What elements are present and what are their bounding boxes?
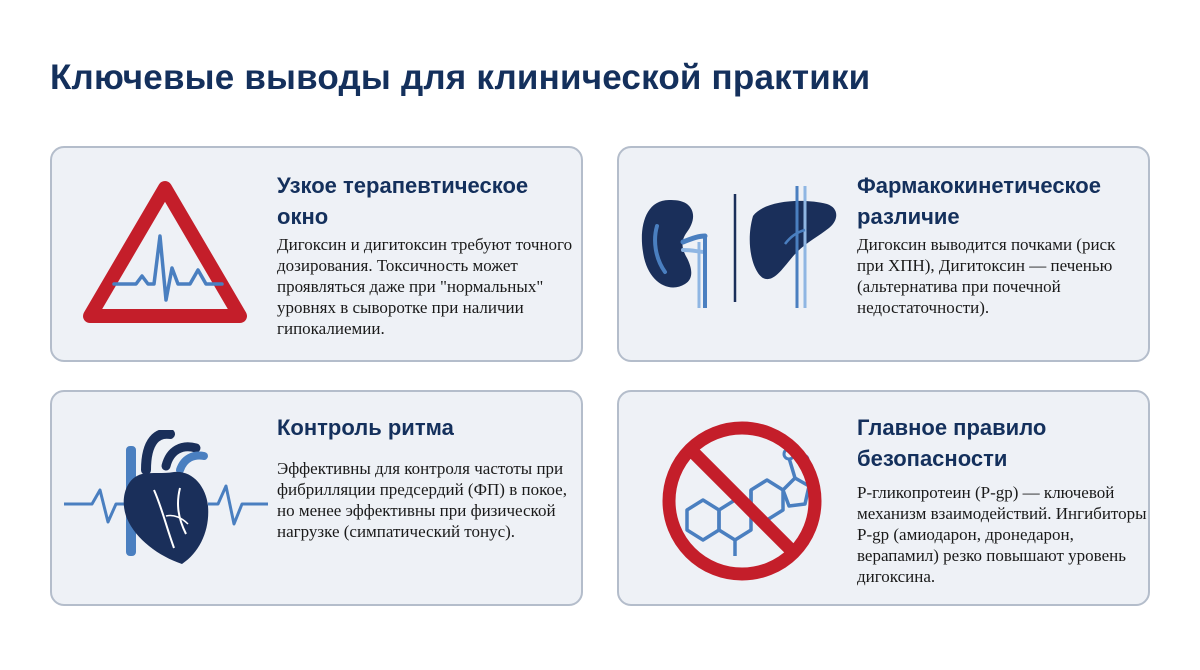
card-title: Контроль ритма [277,415,454,440]
card-rhythm-control [50,390,583,606]
page-title: Ключевые выводы для клинической практики [50,58,871,97]
card-body: P-гликопротеин (P-gp) — ключевой механизм взаимодействий. Ингибиторы P-gp (амиодарон, дронедарон, верапамил) резко повышают уровень дигоксина. [857,483,1147,586]
card-title: Узкое терапевтическое окно [277,173,529,229]
card-title: Фармакокинетическое различие [857,173,1101,229]
card-body: Дигоксин выводится почками (риск при ХПН), Дигитоксин — печенью (альтернатива при почечной недостаточности). [857,235,1116,317]
card-body: Эффективны для контроля частоты при фибрилляции предсердий (ФП) в покое, но менее эффективны при физической нагрузке (симпатический тонус). [277,459,567,541]
card-body: Дигоксин и дигитоксин требуют точного дозирования. Токсичность может проявляться даже при "нормальных" уровнях в сыворотке при наличии гипокалиемии. [277,235,573,338]
card-pharmacokinetic-difference [617,146,1150,362]
kidney-liver-icon [635,186,840,308]
card-title: Главное правило безопасности [857,415,1047,471]
card-main-safety-rule [617,390,1150,606]
warning-triangle-ecg-icon [80,178,250,326]
card-narrow-therapeutic-window [50,146,583,362]
heart-ecg-icon [62,430,270,568]
prohibited-molecule-icon [657,416,827,586]
